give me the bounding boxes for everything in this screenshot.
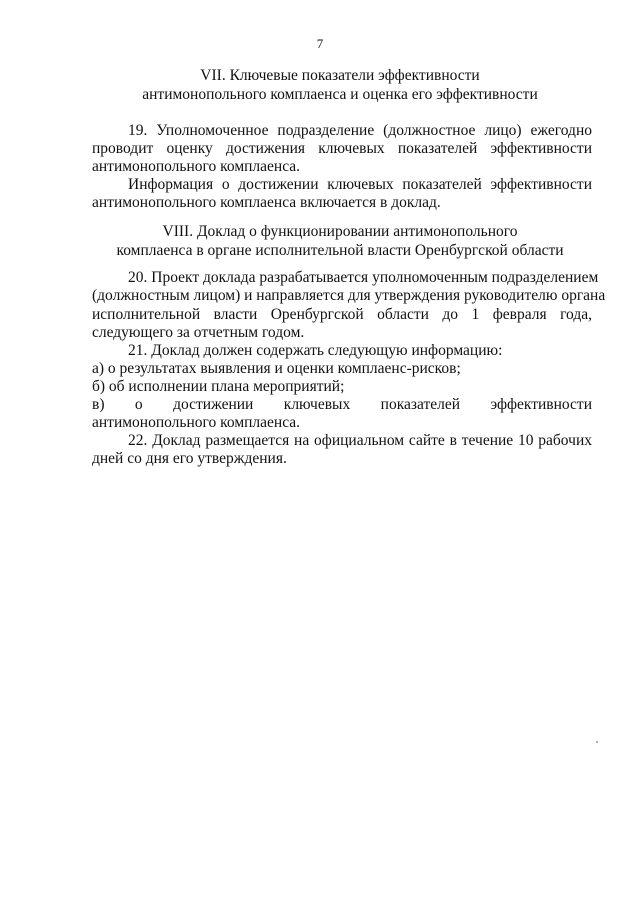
paragraph-19-line-3: антимонопольного комплаенса. xyxy=(92,158,301,175)
section-heading-viii-line-1: VIII. Доклад о функционировании антимонопольного xyxy=(162,223,518,240)
section-heading-vii-line-1: VII. Ключевые показатели эффективности xyxy=(200,67,480,84)
section-heading-vii xyxy=(60,66,620,104)
scan-speck xyxy=(596,741,598,743)
paragraph-20-line-1: 20. Проект доклада разрабатывается уполномоченным подразделением xyxy=(128,269,599,286)
paragraph-19-line-1: 19. Уполномоченное подразделение (должностное лицо) ежегодно xyxy=(128,122,592,139)
paragraph-19b-line-1: Информация о достижении ключевых показателей эффективности xyxy=(128,176,592,193)
paragraph-22-line-2: дней со дня его утверждения. xyxy=(92,450,287,467)
section-heading-viii-line-2: комплаенса в органе исполнительной власти Оренбургской области xyxy=(116,242,564,259)
paragraph-19-line-2: проводит оценку достижения ключевых показателей эффективности xyxy=(92,140,592,157)
section-heading-vii-line-2: антимонопольного комплаенса и оценка его эффективности xyxy=(142,86,538,103)
page-number: 7 xyxy=(316,36,324,51)
paragraph-21a: а) о результатах выявления и оценки комплаенс-рисков; xyxy=(92,360,461,377)
paragraph-20-line-2: (должностным лицом) и направляется для утверждения руководителю органа xyxy=(92,287,606,304)
paragraph-21c-line-2: антимонопольного комплаенса. xyxy=(92,414,301,431)
paragraph-21c-line-1: в) о достижении ключевых показателей эффективности xyxy=(92,396,592,413)
paragraph-19b-line-2: антимонопольного комплаенса включается в доклад. xyxy=(92,194,441,211)
paragraph-21: 21. Доклад должен содержать следующую информацию: xyxy=(128,342,503,359)
paragraph-22-line-1: 22. Доклад размещается на официальном сайте в течение 10 рабочих xyxy=(128,432,592,449)
paragraph-20-line-3: исполнительной власти Оренбургской области до 1 февраля года, xyxy=(92,306,592,323)
paragraph-20-line-4: следующего за отчетным годом. xyxy=(92,324,305,341)
paragraph-21b: б) об исполнении плана мероприятий; xyxy=(92,378,345,395)
section-heading-viii xyxy=(60,222,620,260)
